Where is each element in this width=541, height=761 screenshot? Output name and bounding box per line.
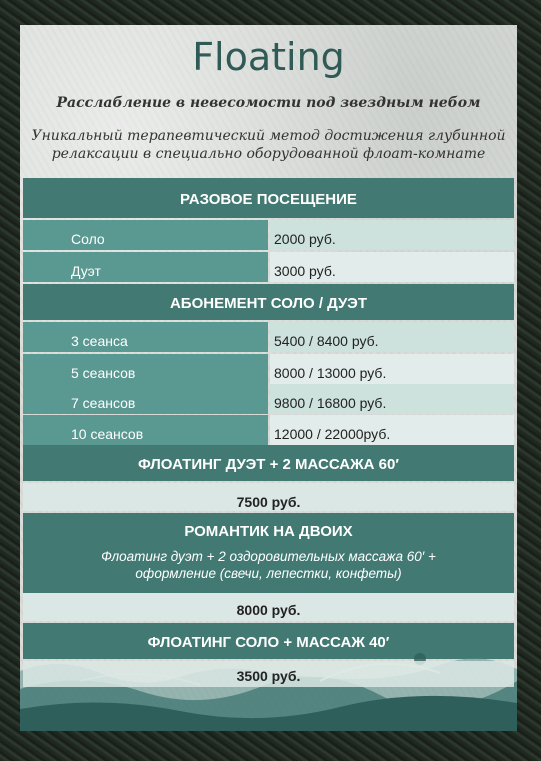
page-description [20,127,517,163]
price-list-panel [20,25,517,731]
section-heading-single-visit: РАЗОВОЕ ПОСЕЩЕНИЕ [23,178,514,218]
row-label: 5 сеансов [23,354,268,384]
row-label: 3 сеанса [23,322,268,352]
section-heading-subscription: АБОНЕМЕНТ СОЛО / ДУЭТ [23,284,514,320]
row-price: 5400 / 8400 руб. [270,322,514,352]
description-line-2: релаксации в специально оборудованной флоат-комнате [51,146,486,162]
price-band: 7500 руб. [23,483,514,511]
section-heading-solo-massage: ФЛОАТИНГ СОЛО + МАССАЖ 40′ [23,623,514,659]
row-label: Соло [23,220,268,250]
price-band: 8000 руб. [23,593,514,621]
section-heading-duet-massage: ФЛОАТИНГ ДУЭТ + 2 МАССАЖА 60′ [23,445,514,481]
page-subtitle: Расслабление в невесомости под звездным небом [56,95,481,111]
description-line-1: Уникальный терапевтический метод достижения глубинной [31,128,506,144]
romantic-note-line-2: оформление (свечи, лепестки, конфеты) [135,566,402,581]
row-price: 9800 / 16800 руб. [270,384,514,414]
price-row [23,415,514,445]
row-price: 8000 / 13000 руб. [270,354,514,384]
row-label: 10 сеансов [23,415,268,445]
row-price: 2000 руб. [270,220,514,250]
row-price: 3000 руб. [270,252,514,282]
price-row [23,220,514,250]
price-row [23,354,514,384]
row-price: 12000 / 22000руб. [270,415,514,445]
price-band: 3500 руб. [23,661,514,687]
section-heading-romantic: РОМАНТИК НА ДВОИХ [184,523,353,540]
price-row [23,322,514,352]
section-romantic [23,513,514,593]
price-row [23,384,514,414]
row-label: 7 сеансов [23,384,268,414]
page-title: Floating [192,35,345,79]
price-row [23,252,514,282]
romantic-note-line-1: Флоатинг дуэт + 2 оздоровительных массажа 60′ + [101,549,436,564]
row-label: Дуэт [23,252,268,282]
